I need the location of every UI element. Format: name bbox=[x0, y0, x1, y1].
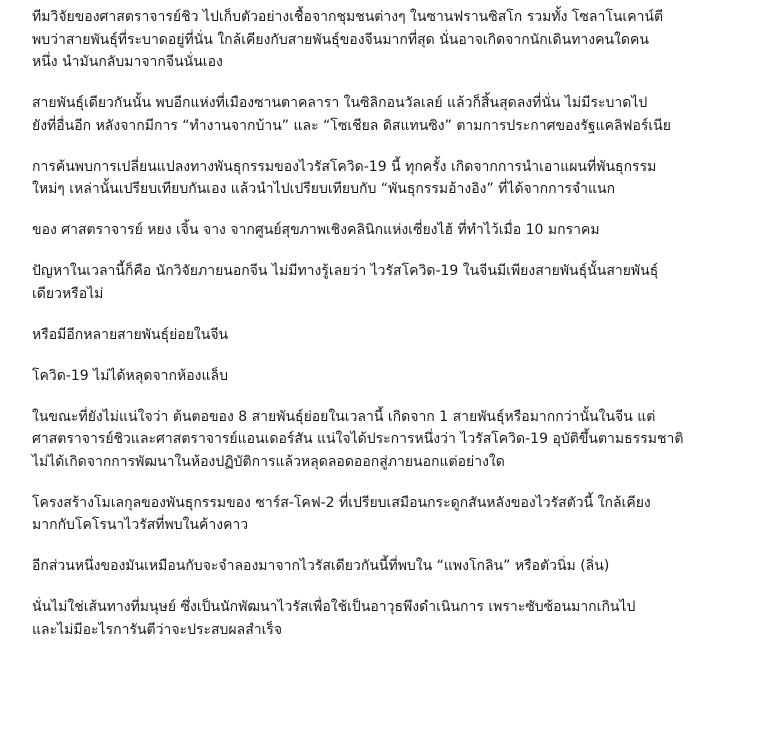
paragraph-8 bbox=[32, 406, 762, 474]
paragraph-5 bbox=[32, 260, 762, 305]
article-body bbox=[32, 6, 762, 660]
text-line: โครงสร้างโมเลกุลของพันธุกรรมของ ซาร์ส-โคฟ-2 ที่เปรียบเสมือนกระดูกสันหลังของไวรัสตัวนี้ ใกล้เคียง bbox=[32, 494, 651, 511]
text-line: ของ ศาสตราจารย์ หยง เจิ้น จาง จากศูนย์สุขภาพเชิงคลินิกแห่งเซี่ยงไฮ้ ที่ทำไว้เมื่อ 10 มกราคม bbox=[32, 222, 600, 238]
text-line: ในขณะที่ยังไม่แน่ใจว่า ต้นตอของ 8 สายพันธุ์ย่อยในเวลานี้ เกิดจาก 1 สายพันธุ์หรือมากกว่านั้นในจีน แต่ bbox=[32, 408, 656, 425]
text-line: ไม่ได้เกิดจากการพัฒนาในห้องปฏิบัติการแล้วหลุดลอดออกสู่ภายนอกแต่อย่างใด bbox=[32, 453, 505, 470]
text-line: หรือมีอีกหลายสายพันธุ์ย่อยในจีน bbox=[32, 326, 229, 343]
text-line: โควิด-19 ไม่ได้หลุดจากห้องแล็บ bbox=[32, 367, 228, 384]
text-line: ยังที่อื่นอีก หลังจากมีการ “ทำงานจากบ้าน” และ “โซเชียล ดิสแทนซิง” ตามการประกาศของรัฐแคลิฟอร์เนีย bbox=[32, 117, 671, 134]
paragraph-1 bbox=[32, 6, 762, 74]
text-line: ทีมวิจัยของศาสตราจารย์ชิว ไปเก็บตัวอย่างเชื้อจากชุมชนต่างๆ ในซานฟรานซิสโก รวมทั้ง โซลาโนเคาน์ตี bbox=[32, 9, 664, 25]
paragraph-3 bbox=[32, 156, 762, 201]
text-line: ศาสตราจารย์ชิวและศาสตราจารย์แอนเดอร์สัน แน่ใจได้ประการหนึ่งว่า ไวรัสโควิด-19 อุบัติขึ้นตามธรรมชาติ bbox=[32, 431, 684, 447]
paragraph-11 bbox=[32, 596, 762, 641]
text-line: เดียวหรือไม่ bbox=[32, 285, 104, 302]
paragraph-2 bbox=[32, 92, 762, 137]
text-line: หนึ่ง นำมันกลับมาจากจีนนั่นเอง bbox=[32, 54, 223, 70]
paragraph-4 bbox=[32, 219, 762, 242]
text-line: มากกับโคโรนาไวรัสที่พบในค้างคาว bbox=[32, 517, 249, 533]
text-line: ใหม่ๆ เหล่านั้นเปรียบเทียบกันเอง แล้วนำไปเปรียบเทียบกับ “พันธุกรรมอ้างอิง” ที่ได้จากการจำแนก bbox=[32, 181, 616, 197]
paragraph-6 bbox=[32, 324, 762, 347]
text-line: พบว่าสายพันธุ์ที่ระบาดอยู่ที่นั่น ใกล้เคียงกับสายพันธุ์ของจีนมากที่สุด นั่นอาจเกิดจากนักเดินทางคนใดคน bbox=[32, 31, 649, 48]
paragraph-10 bbox=[32, 555, 762, 578]
paragraph-7 bbox=[32, 365, 762, 388]
text-line: อีกส่วนหนึ่งของมันเหมือนกับจะจำลองมาจากไวรัสเดียวกันนี้ที่พบใน “แพงโกลิน” หรือตัวนิ่ม (ลิ่น) bbox=[32, 558, 610, 574]
text-line: ปัญหาในเวลานี้ก็คือ นักวิจัยภายนอกจีน ไม่มีทางรู้เลยว่า ไวรัสโควิด-19 ในจีนมีเพียงสายพันธุ์นั้นสายพันธุ์ bbox=[32, 263, 659, 279]
paragraph-9 bbox=[32, 492, 762, 537]
text-line: สายพันธุ์เดียวกันนั้น พบอีกแห่งที่เมืองซานตาคลารา ในซิลิกอนวัลเลย์ แล้วก็สิ้นสุดลงที่นั่น ไม่มีระบาดไป bbox=[32, 95, 648, 111]
text-line: การค้นพบการเปลี่ยนแปลงทางพันธุกรรมของไวรัสโควิด-19 นี้ ทุกครั้ง เกิดจากการนำเอาแผนที่พันธุกรรม bbox=[32, 158, 657, 175]
text-line: และไม่มีอะไรการันตีว่าจะประสบผลสำเร็จ bbox=[32, 621, 283, 638]
text-line: นั่นไม่ใช่เส้นทางที่มนุษย์ ซึ่งเป็นนักพัฒนาไวรัสเพื่อใช้เป็นอาวุธพึงดำเนินการ เพราะซับซ้อนมากเกินไป bbox=[32, 599, 636, 615]
